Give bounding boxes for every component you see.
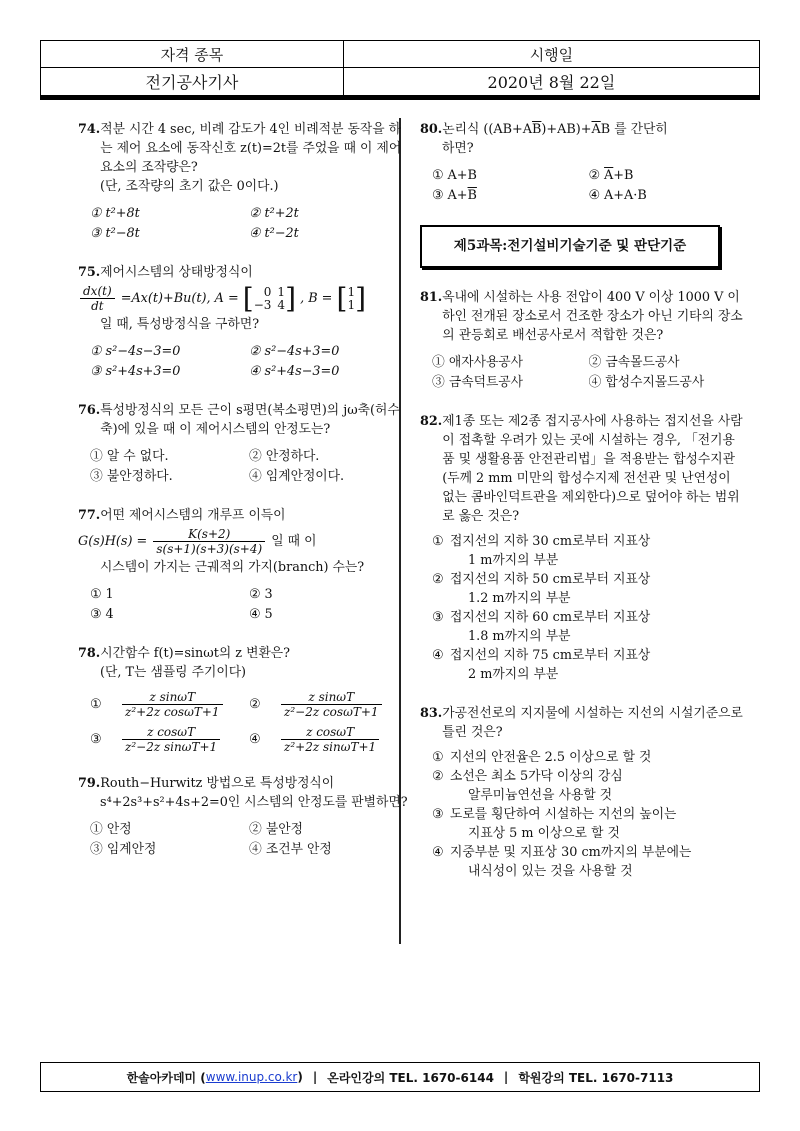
question-75 xyxy=(78,263,408,381)
option-3[interactable]: ③ 접지선의 지하 60 cm로부터 지표상 1.8 m까지의 부분 xyxy=(432,610,651,644)
option-1[interactable]: ① 지선의 안전율은 2.5 이상으로 할 것 xyxy=(432,750,652,765)
option-4[interactable]: ④ 임계안정이다. xyxy=(249,469,345,484)
question-number: 74. xyxy=(78,122,101,137)
footer-name: 한솔아카데미 ( xyxy=(126,1070,206,1085)
section-5-title: 제5과목:전기설비기술기준 및 판단기준 xyxy=(420,225,720,268)
option-2[interactable]: ② s²−4s+3=0 xyxy=(249,344,340,359)
option-3[interactable]: ③ 4 xyxy=(90,607,114,622)
question-text-2: 시스템이 가지는 근궤적의 가지(branch) 수는? xyxy=(100,560,365,575)
options xyxy=(432,748,745,881)
question-79 xyxy=(78,774,408,859)
question-number: 79. xyxy=(78,776,101,791)
header-col1-label: 자격 종목 xyxy=(41,41,344,68)
option-1[interactable]: ① 알 수 없다. xyxy=(90,449,169,464)
derivative-fraction: $\frac{dx(t)}{dt}$ xyxy=(80,284,115,313)
question-number: 81. xyxy=(420,290,443,305)
option-4[interactable]: ④ $\frac{\text{z cosωT}}{\text{z²+2z sinωT+1}}$ xyxy=(249,725,408,754)
option-2[interactable]: ② t²+2t xyxy=(249,206,299,221)
option-4[interactable]: ④ 합성수지몰드공사 xyxy=(588,375,705,390)
option-1[interactable]: ① A+B xyxy=(432,168,477,183)
option-3[interactable]: ③ $A+\overline{B}$ xyxy=(432,188,477,203)
footer-url-link[interactable]: www.inup.co.kr xyxy=(205,1070,298,1084)
option-4[interactable]: ④ A+A·B xyxy=(588,188,647,203)
header-table xyxy=(40,40,760,96)
question-77 xyxy=(78,506,408,624)
option-2[interactable]: ② 안정하다. xyxy=(249,449,320,464)
question-number: 80. xyxy=(420,122,443,137)
option-3[interactable]: ③ s²+4s+3=0 xyxy=(90,364,181,379)
right-column xyxy=(420,120,745,901)
equation-rhs: =Ax(t)+Bu(t), A = xyxy=(120,291,239,306)
option-2[interactable]: ② 3 xyxy=(249,587,273,602)
question-text: 적분 시간 4 sec, 비례 감도가 4인 비례적분 동작을 하는 제어 요소에 동작신호 z(t)=2t를 주었을 때 이 제어 요소의 조작량은? xyxy=(100,122,402,175)
option-2[interactable]: ② 접지선의 지하 50 cm로부터 지표상 1.2 m까지의 부분 xyxy=(432,572,651,606)
question-text-2: 하면? xyxy=(442,141,474,156)
footer xyxy=(40,1062,760,1092)
options xyxy=(432,166,745,205)
option-1[interactable]: ① 접지선의 지하 30 cm로부터 지표상 1 m까지의 부분 xyxy=(432,534,651,568)
option-4[interactable]: ④ s²+4s−3=0 xyxy=(249,364,340,379)
option-1[interactable]: ① 1 xyxy=(90,587,114,602)
question-text-2: 일 때, 특성방정식을 구하면? xyxy=(100,317,260,332)
option-4[interactable]: ④ 지중부분 및 지표상 30 cm까지의 부분에는 내식성이 있는 것을 사용할 것 xyxy=(432,845,692,879)
option-3[interactable]: ③ 임계안정 xyxy=(90,842,157,857)
option-3[interactable]: ③ 불안정하다. xyxy=(90,469,173,484)
option-3[interactable]: ③ t²−8t xyxy=(90,226,140,241)
footer-separator: | xyxy=(503,1070,509,1084)
option-1[interactable]: ① s²−4s−3=0 xyxy=(90,344,181,359)
question-78 xyxy=(78,644,408,754)
options xyxy=(432,532,745,684)
question-text: 제1종 또는 제2종 접지공사에 사용하는 접지선을 사람이 접촉할 우려가 있는 곳에 시설하는 경우, 「전기용품 및 생활용품 안전관리법」을 적용받는 합성수지관(두께 2 mm 미만의 합성수지제 전선관 및 난연성이 없는 콤바인덕트관을 제외한다)으로 덮어야 하는 범위로 옳은 것은? xyxy=(442,414,743,524)
option-4[interactable]: ④ 조건부 안정 xyxy=(249,842,332,857)
question-76 xyxy=(78,401,408,486)
option-1[interactable]: ① t²+8t xyxy=(90,206,140,221)
option-3[interactable]: ③ 금속덕트공사 xyxy=(432,375,524,390)
options xyxy=(90,585,408,624)
option-2[interactable]: ② 소선은 최소 5가닥 이상의 강심 알루미늄연선을 사용할 것 xyxy=(432,769,623,803)
option-4[interactable]: ④ 5 xyxy=(249,607,273,622)
equation-b: , B = xyxy=(300,291,333,306)
options xyxy=(432,353,745,392)
question-82 xyxy=(420,412,745,684)
left-column xyxy=(78,120,408,879)
question-number: 75. xyxy=(78,265,101,280)
question-text: 어떤 제어시스템의 개루프 이득이 xyxy=(100,508,286,523)
question-text: 시간함수 f(t)=sinωt의 z 변환은? xyxy=(100,646,291,661)
matrix-b: [ 1 1 ] xyxy=(336,281,367,315)
header-col1-value: 전기공사기사 xyxy=(41,68,344,96)
question-note: (단, T는 샘플링 주기이다) xyxy=(100,665,247,680)
option-2[interactable]: ② $\overline{A}+B$ xyxy=(588,168,634,183)
question-text: 제어시스템의 상태방정식이 xyxy=(100,265,253,280)
option-1[interactable]: ① $\frac{\text{z sinωT}}{\text{z²+2z cosωT+1}}$ xyxy=(90,690,249,719)
gain-tail: 일 때 이 xyxy=(271,534,317,549)
option-2[interactable]: ② 불안정 xyxy=(249,822,303,837)
question-text: 옥내에 시설하는 사용 전압이 400 V 이상 1000 V 이하인 전개된 장소로서 건조한 장소가 아닌 기타의 장소의 관등회로 배선공사로서 적합한 것은? xyxy=(442,290,743,343)
question-83 xyxy=(420,704,745,881)
option-1[interactable]: ① 애자사용공사 xyxy=(432,355,524,370)
options xyxy=(90,342,408,381)
matrix-a: [ 0 1 −3 4 ] xyxy=(242,281,296,315)
option-4[interactable]: ④ t²−2t xyxy=(249,226,299,241)
question-text: 논리식 $((AB+A\overline{B})+AB)+\overline{A}B$ 를 간단히 xyxy=(442,122,668,137)
question-74 xyxy=(78,120,408,243)
option-4[interactable]: ④ 접지선의 지하 75 cm로부터 지표상 2 m까지의 부분 xyxy=(432,648,651,682)
option-3[interactable]: ③ 도로를 횡단하여 시설하는 지선의 높이는 지표상 5 m 이상으로 할 것 xyxy=(432,807,677,841)
option-1[interactable]: ① 안정 xyxy=(90,822,132,837)
footer-separator: | xyxy=(312,1070,318,1084)
option-3[interactable]: ③ $\frac{\text{z cosωT}}{\text{z²−2z sinωT+1}}$ xyxy=(90,725,249,754)
state-equation xyxy=(78,281,408,315)
question-text: 가공전선로의 지지물에 시설하는 지선의 시설기준으로 틀린 것은? xyxy=(442,706,743,740)
question-80 xyxy=(420,120,745,205)
header-col2-value: 2020년 8월 22일 xyxy=(343,68,759,96)
options xyxy=(90,204,408,243)
open-loop-gain xyxy=(78,527,408,556)
footer-offline: 학원강의 TEL. 1670-7113 xyxy=(518,1070,674,1085)
question-number: 82. xyxy=(420,414,443,429)
header-rule xyxy=(40,96,760,100)
option-2[interactable]: ② $\frac{\text{z sinωT}}{\text{z²−2z cosωT+1}}$ xyxy=(249,690,408,719)
question-text-2: s⁴+2s³+s²+4s+2=0인 시스템의 안정도를 판별하면? xyxy=(100,795,408,810)
footer-online: 온라인강의 TEL. 1670-6144 xyxy=(327,1070,494,1085)
question-note: (단, 조작량의 초기 값은 0이다.) xyxy=(100,179,279,194)
options xyxy=(90,820,408,859)
question-number: 76. xyxy=(78,403,101,418)
option-2[interactable]: ② 금속몰드공사 xyxy=(588,355,680,370)
header-col2-label: 시행일 xyxy=(343,41,759,68)
options xyxy=(90,447,408,486)
question-number: 78. xyxy=(78,646,101,661)
footer-close: ) xyxy=(297,1070,303,1084)
question-81 xyxy=(420,288,745,392)
options xyxy=(90,690,408,754)
question-number: 83. xyxy=(420,706,443,721)
gain-lhs: G(s)H(s) = xyxy=(78,534,148,549)
gain-fraction: $\frac{K(s+2)}{s(s+1)(s+3)(s+4)}$ xyxy=(153,527,265,556)
question-number: 77. xyxy=(78,508,101,523)
question-text: 특성방정식의 모든 근이 s평면(복소평면)의 jω축(허수축)에 있을 때 이 제어시스템의 안정도는? xyxy=(100,403,400,437)
question-text: Routh−Hurwitz 방법으로 특성방정식이 xyxy=(100,776,335,791)
